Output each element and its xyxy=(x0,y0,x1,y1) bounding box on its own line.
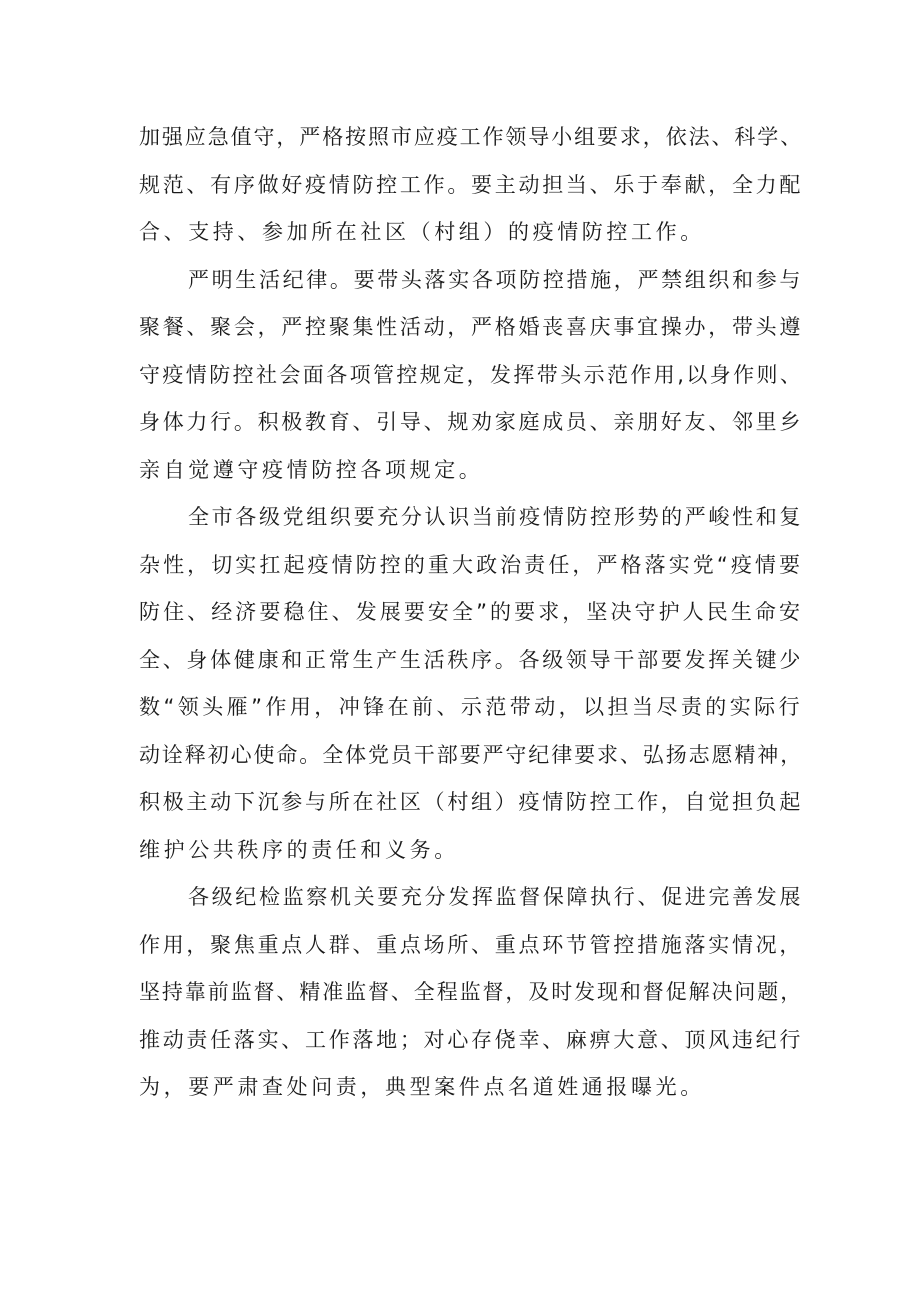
paragraph-4-line-4: 推动责任落实、工作落地；对心存侥幸、麻痹大意、顶风违纪行 xyxy=(139,1027,803,1052)
paragraph-2-line-2: 聚餐、聚会，严控聚集性活动，严格婚丧喜庆事宜操办，带头遵 xyxy=(139,315,803,339)
paragraph-1-line-1: 加强应急值守，严格按照市应疫工作领导小组要求，依法、科学、 xyxy=(139,125,803,149)
paragraph-3-line-7: 积极主动下沉参与所在社区（村组）疫情防控工作，自觉担负起 xyxy=(139,790,803,814)
paragraph-4-line-3: 坚持靠前监督、精准监督、全程监督，及时发现和督促解决问题， xyxy=(139,980,803,1004)
paragraph-2-line-3: 守疫情防控社会面各项管控规定，发挥带头示范作用,以身作则、 xyxy=(139,362,804,387)
paragraph-4-line-1: 各级纪检监察机关要充分发挥监督保障执行、促进完善发展 xyxy=(188,885,803,909)
paragraph-2-line-5: 亲自觉遵守疫情防控各项规定。 xyxy=(139,457,484,482)
paragraph-3-line-2: 杂性，切实扛起疫情防控的重大政治责任，严格落实党“疫情要 xyxy=(139,552,803,577)
paragraph-3-line-3: 防住、经济要稳住、发展要安全”的要求，坚决守护人民生命安 xyxy=(139,600,803,624)
paragraph-1-line-3: 合、支持、参加所在社区（村组）的疫情防控工作。 xyxy=(139,220,705,244)
paragraph-2-line-1: 严明生活纪律。要带头落实各项防控措施，严禁组织和参与 xyxy=(188,267,803,292)
paragraph-3-line-8: 维护公共秩序的责任和义务。 xyxy=(139,837,459,862)
document-body xyxy=(139,114,803,1112)
paragraph-3-line-4: 全、身体健康和正常生产生活秩序。各级领导干部要发挥关键少 xyxy=(139,647,803,672)
paragraph-4-line-2: 作用，聚焦重点人群、重点场所、重点环节管控措施落实情况， xyxy=(139,932,803,957)
paragraph-3-line-6: 动诠释初心使命。全体党员干部要严守纪律要求、弘扬志愿精神， xyxy=(139,742,803,767)
paragraph-4-line-5: 为，要严肃查处问责，典型案件点名道姓通报曝光。 xyxy=(139,1075,705,1099)
paragraph-2-line-4: 身体力行。积极教育、引导、规劝家庭成员、亲朋好友、邻里乡 xyxy=(139,410,803,434)
paragraph-3-line-1: 全市各级党组织要充分认识当前疫情防控形势的严峻性和复 xyxy=(188,505,803,529)
paragraph-3-line-5: 数“领头雁”作用，冲锋在前、示范带动，以担当尽责的实际行 xyxy=(139,695,803,719)
paragraph-1-line-2: 规范、有序做好疫情防控工作。要主动担当、乐于奉献，全力配 xyxy=(139,172,803,197)
